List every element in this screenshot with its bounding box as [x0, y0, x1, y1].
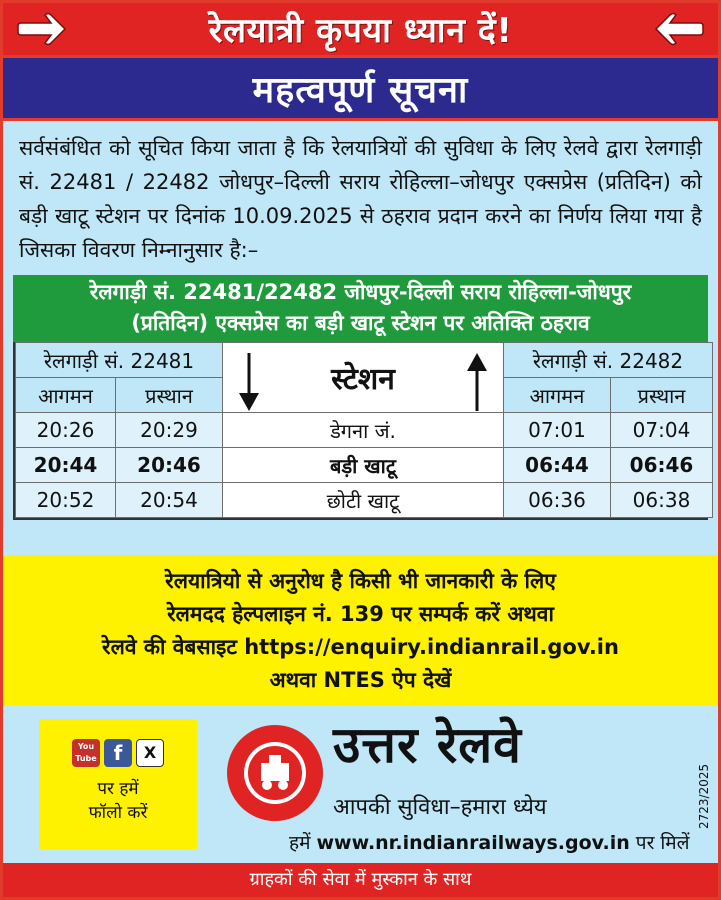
left-train-number: रेलगाड़ी सं. 22481 — [16, 343, 223, 378]
header-bar — [3, 3, 718, 55]
left-arrival-header: आगमन — [16, 378, 116, 413]
schedule-table-container — [13, 342, 708, 520]
website-link[interactable]: www.nr.indianrailways.gov.in — [316, 832, 630, 854]
reference-number-box — [693, 751, 713, 831]
right-arrival-header: आगमन — [504, 378, 611, 413]
left-departure-cell: 20:54 — [116, 483, 223, 518]
request-line2: रेलमदद हेल्पलाइन नं. 139 पर सम्पर्क करें अथवा — [167, 602, 554, 626]
footer-bar — [3, 863, 718, 897]
schedule-banner-line2: (प्रतिदिन) एक्सप्रेस का बड़ी खाटू स्टेशन पर अतिक्ति ठहराव — [131, 311, 590, 335]
table-row — [16, 483, 713, 518]
right-arrival-cell: 07:01 — [504, 413, 611, 448]
footer-text: ग्राहकों की सेवा में मुस्कान के साथ — [249, 869, 472, 890]
right-departure-cell: 07:04 — [611, 413, 713, 448]
station-header-cell — [223, 343, 504, 413]
station-cell: डेगना जं. — [223, 413, 504, 448]
pointing-hand-right-icon — [17, 9, 77, 49]
website-line — [289, 829, 690, 855]
right-arrival-cell: 06:44 — [504, 448, 611, 483]
left-departure-cell: 20:46 — [116, 448, 223, 483]
schedule-table — [15, 342, 713, 518]
right-train-number: रेलगाड़ी सं. 22482 — [504, 343, 713, 378]
right-departure-header: प्रस्थान — [611, 378, 713, 413]
social-icons — [39, 739, 197, 767]
right-departure-cell: 06:46 — [611, 448, 713, 483]
left-arrival-cell: 20:52 — [16, 483, 116, 518]
facebook-icon[interactable]: f — [104, 739, 132, 767]
brand-block — [333, 709, 547, 820]
table-row — [16, 448, 713, 483]
brand-tagline: आपकी सुविधा–हमारा ध्येय — [333, 795, 547, 820]
follow-text — [39, 777, 197, 825]
website-prefix: हमें — [289, 832, 311, 854]
follow-line2: फॉलो करें — [88, 803, 148, 823]
intro-paragraph: सर्वसंबंधित को सूचित किया जाता है कि रेलयात्रियों की सुविधा के लिए रेलवे द्वारा रेलगाड़ी सं. 22481 / 22482 जोधपुर–दिल्ली सराय रोहिल्ला–जोधपुर एक्सप्रेस (प्रतिदिन) को बड़ी खाटू स्टेशन पर दिनांक 10.09.2025 से ठहराव प्रदान करने का निर्णय लिया गया है जिसका विवरण निम्नानुसार है:– — [19, 136, 702, 262]
left-arrival-cell: 20:44 — [16, 448, 116, 483]
schedule-banner-line1: रेलगाड़ी सं. 22481/22482 जोधपुर-दिल्ली सराय रोहिल्ला-जोधपुर — [89, 280, 632, 304]
header-title: रेलयात्री कृपया ध्यान दें! — [208, 11, 513, 51]
arrow-up-icon — [465, 353, 489, 411]
table-row — [16, 413, 713, 448]
station-cell: बड़ी खाटू — [223, 448, 504, 483]
request-line4: अथवा NTES ऐप देखें — [269, 668, 452, 692]
request-line1: रेलयात्रियो से अनुरोध है किसी भी जानकारी के लिए — [165, 569, 556, 593]
station-cell: छोटी खाटू — [223, 483, 504, 518]
x-icon[interactable]: X — [136, 739, 164, 767]
reference-number: 2723/2025 — [697, 763, 711, 829]
follow-line1: पर हमें — [97, 779, 139, 799]
request-line3: रेलवे की वेबसाइट https://enquiry.indianrail.gov.in — [102, 635, 619, 659]
notice-title: महत्वपूर्ण सूचना — [252, 69, 469, 111]
youtube-icon[interactable]: You Tube — [72, 739, 100, 767]
station-header: स्टेशन — [331, 362, 395, 397]
schedule-banner — [13, 275, 708, 342]
left-departure-header: प्रस्थान — [116, 378, 223, 413]
arrow-down-icon — [237, 353, 261, 411]
brand-name: उत्तर रेलवे — [333, 716, 522, 774]
enquiry-request-box — [3, 555, 718, 705]
right-departure-cell: 06:38 — [611, 483, 713, 518]
left-arrival-cell: 20:26 — [16, 413, 116, 448]
pointing-hand-left-icon — [644, 9, 704, 49]
social-follow-box — [39, 719, 197, 849]
indian-railways-emblem-icon — [225, 723, 325, 823]
notice-title-bar — [3, 55, 718, 121]
website-suffix: पर मिलें — [635, 832, 690, 854]
right-arrival-cell: 06:36 — [504, 483, 611, 518]
left-departure-cell: 20:29 — [116, 413, 223, 448]
